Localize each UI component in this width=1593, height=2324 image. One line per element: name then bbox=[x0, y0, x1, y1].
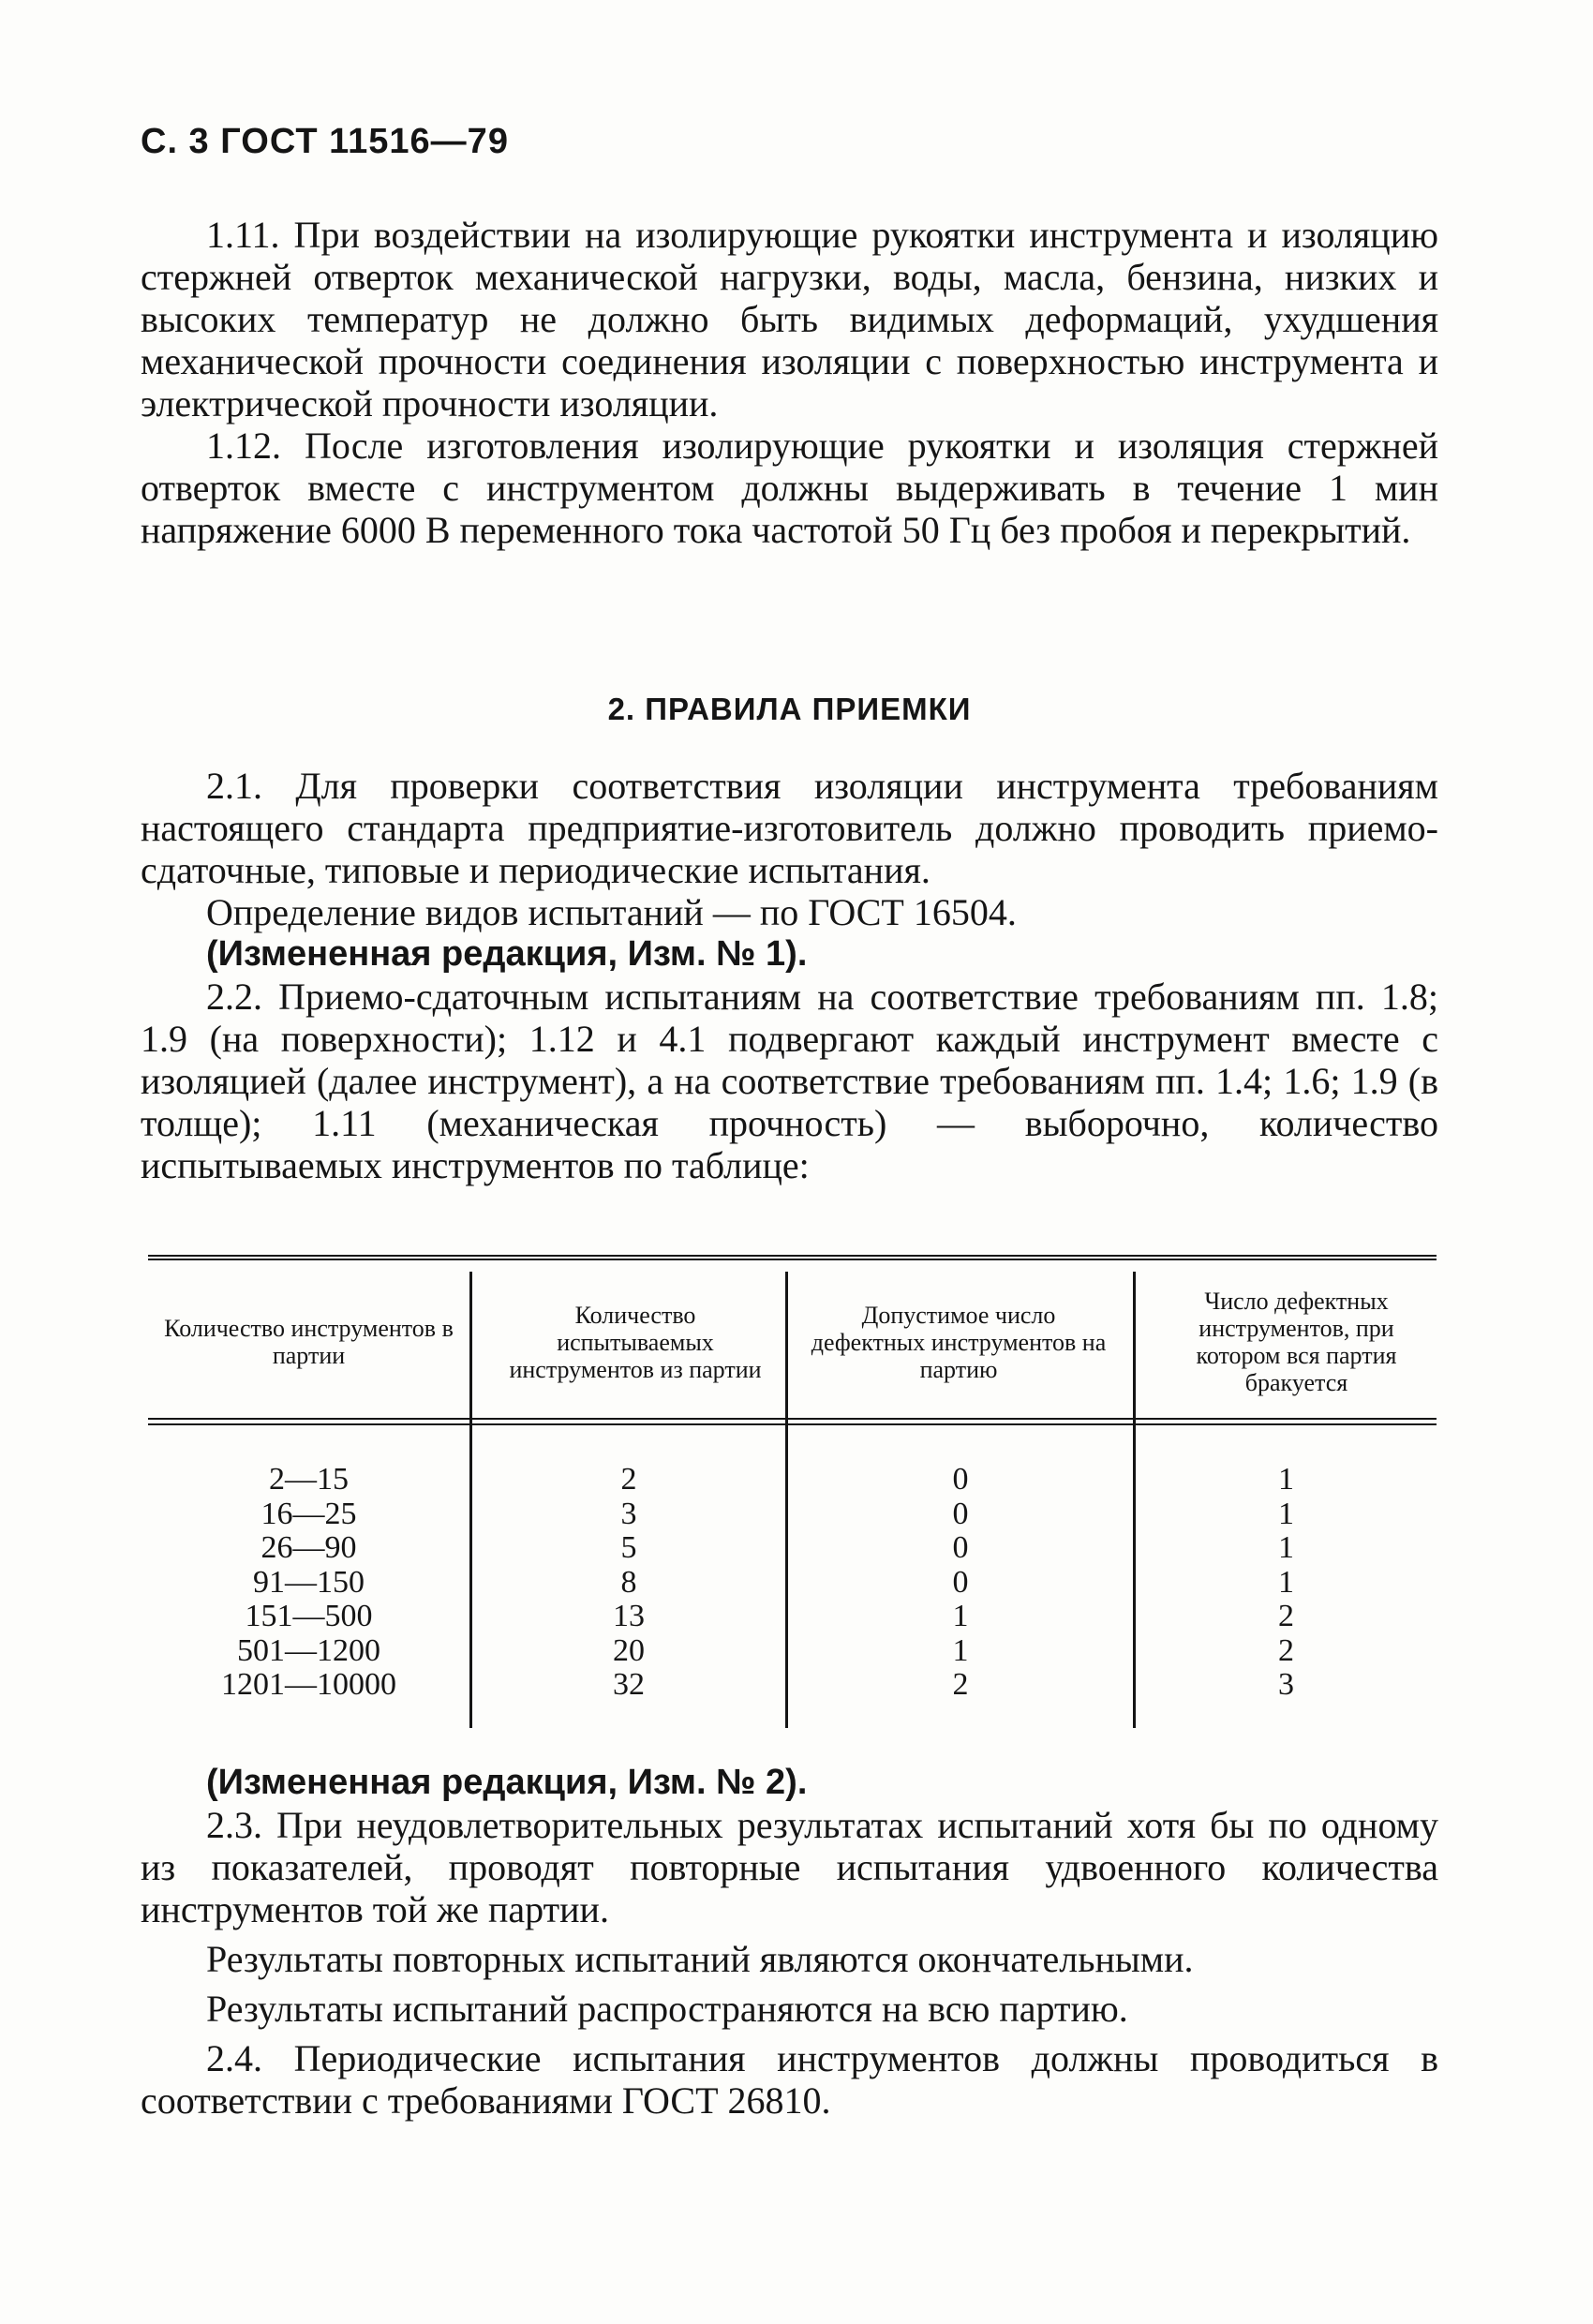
table-top-rule-2 bbox=[148, 1259, 1437, 1260]
paragraph-1-11: 1.11. При воздействии на изолирующие рукоятки инструмента и изоляцию стержней отверток механической нагрузки, воды, масла, бензина, низких и высоких температур не должно быть видимых деформаций, ухудшения механической прочности соединения изоляции с поверхностью инструмента и электрической прочности изоляции. bbox=[141, 214, 1438, 425]
table-header-rejection-defects: Число дефектных инструментов, при котором вся партия бракуется bbox=[1196, 1288, 1397, 1396]
sampling-table bbox=[148, 1255, 1437, 1728]
table-cell: 91—150 bbox=[253, 1564, 365, 1600]
section-2-heading: 2. ПРАВИЛА ПРИЕМКИ bbox=[607, 692, 972, 726]
table-header-rule bbox=[148, 1418, 1437, 1420]
table-cell: 1 bbox=[952, 1632, 969, 1668]
table-column-lot-size bbox=[148, 1463, 469, 1703]
table-cell: 1 bbox=[1278, 1530, 1294, 1565]
table-header-acceptable-defects: Допустимое число дефектных инструментов на партию bbox=[811, 1301, 1107, 1383]
page-header: С. 3 ГОСТ 11516—79 bbox=[141, 122, 509, 161]
table-column-rejection-defects bbox=[1136, 1463, 1437, 1703]
table-cell: 2 bbox=[952, 1667, 969, 1702]
section-2-paragraphs-top bbox=[141, 765, 1438, 1186]
table-cell: 5 bbox=[620, 1530, 637, 1565]
table-cell: 0 bbox=[952, 1462, 969, 1497]
paragraph-2-3-final: Результаты повторных испытаний являются окончательными. bbox=[206, 1938, 1194, 1980]
paragraph-1-12: 1.12. После изготовления изолирующие рукоятки и изоляция стержней отверток вместе с инструментом должны выдерживать в течение 1 мин напряжение 6000 В переменного тока частотой 50 Гц без пробоя и перекрытий. bbox=[141, 425, 1438, 551]
table-cell: 20 bbox=[613, 1632, 645, 1668]
table-cell: 2 bbox=[620, 1462, 637, 1497]
paragraph-2-2: 2.2. Приемо-сдаточным испытаниям на соответствие требованиям пп. 1.8; 1.9 (на поверхности); 1.12 и 4.1 подвергают каждый инструмент вместе с изоляцией (далее инструмент), а на соответствие требованиям пп. 1.4; 1.6; 1.9 (в толще); 1.11 (механическая прочность) — выборочно, количество испытываемых инструментов по таблице: bbox=[141, 976, 1438, 1186]
paragraph-2-3-all-lot: Результаты испытаний распространяются на всю партию. bbox=[206, 1988, 1128, 2030]
table-cell: 3 bbox=[620, 1496, 637, 1531]
table-cell: 0 bbox=[952, 1530, 969, 1565]
table-cell: 501—1200 bbox=[237, 1632, 380, 1668]
table-cell: 1 bbox=[1278, 1496, 1294, 1531]
table-cell: 2 bbox=[1278, 1599, 1294, 1633]
paragraph-2-1-definition: Определение видов испытаний — по ГОСТ 16504. bbox=[206, 891, 1017, 933]
table-column-sample-size bbox=[472, 1463, 785, 1703]
paragraph-2-4: 2.4. Периодические испытания инструментов должны проводиться в соответствии с требованиями ГОСТ 26810. bbox=[141, 2037, 1438, 2122]
table-header-sample-size: Количество испытываемых инструментов из партии bbox=[509, 1301, 762, 1383]
table-cell: 2 bbox=[1278, 1632, 1294, 1668]
table-cell: 1 bbox=[1278, 1462, 1294, 1497]
table-cell: 1201—10000 bbox=[221, 1667, 396, 1702]
table-header-lot-size: Количество инструментов в партии bbox=[164, 1315, 454, 1369]
amendment-note-2: (Измененная редакция, Изм. № 2). bbox=[206, 1763, 808, 1802]
paragraph-2-1: 2.1. Для проверки соответствия изоляции инструмента требованиям настоящего стандарта предприятие-изготовитель должно проводить приемо-сдаточные, типовые и периодические испытания. bbox=[141, 765, 1438, 891]
table-cell: 2—15 bbox=[269, 1462, 349, 1497]
table-cell: 3 bbox=[1278, 1667, 1294, 1702]
table-cell: 16—25 bbox=[261, 1496, 357, 1531]
table-column-acceptable-defects bbox=[788, 1463, 1133, 1703]
table-cell: 151—500 bbox=[245, 1599, 373, 1633]
table-cell: 1 bbox=[952, 1599, 969, 1633]
amendment-note-1: (Измененная редакция, Изм. № 1). bbox=[206, 934, 808, 974]
table-cell: 1 bbox=[1278, 1564, 1294, 1600]
table-top-rule bbox=[148, 1255, 1437, 1257]
table-cell: 8 bbox=[620, 1564, 637, 1600]
table-cell: 13 bbox=[613, 1599, 645, 1633]
table-cell: 26—90 bbox=[261, 1530, 357, 1565]
paragraph-2-3: 2.3. При неудовлетворительных результатах испытаний хотя бы по одному из показателей, проводят повторные испытания удвоенного количества инструментов той же партии. bbox=[141, 1804, 1438, 1930]
table-cell: 0 bbox=[952, 1564, 969, 1600]
table-header-rule-2 bbox=[148, 1423, 1437, 1425]
table-cell: 32 bbox=[613, 1667, 645, 1702]
section-2-paragraphs-bottom bbox=[141, 1762, 1438, 2122]
table-cell: 0 bbox=[952, 1496, 969, 1531]
section-1-paragraphs bbox=[141, 214, 1438, 551]
